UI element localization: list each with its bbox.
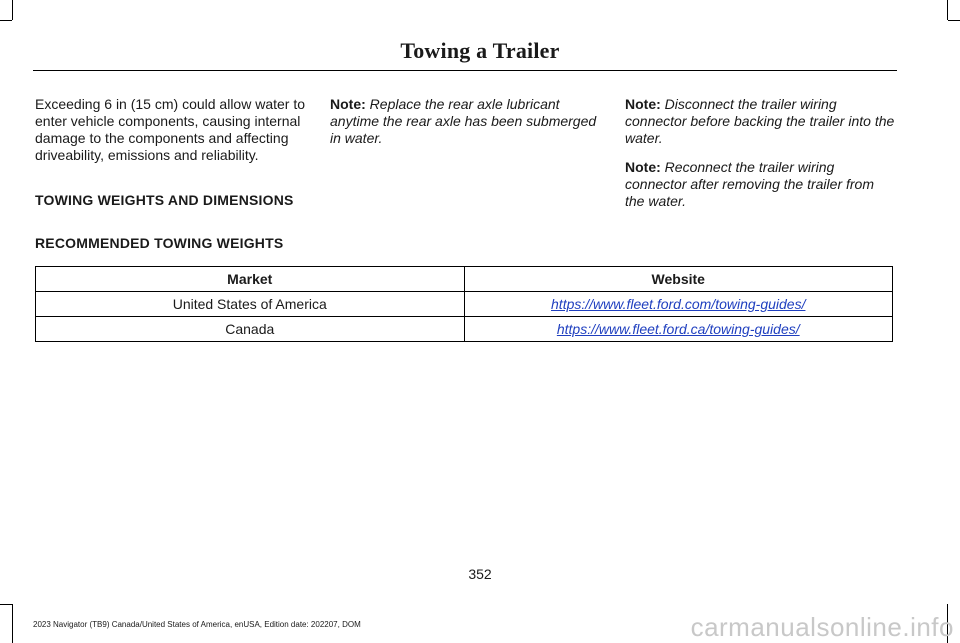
crop-mark-top-right-v	[947, 0, 948, 20]
water-depth-paragraph: Exceeding 6 in (15 cm) could allow water to enter vehicle components, causing internal damage to the components and affecting driveability, emissions and reliability.	[35, 96, 306, 163]
page-number: 352	[468, 566, 492, 582]
table-row	[36, 292, 893, 317]
table-header-row	[36, 267, 893, 292]
note-label: Note:	[625, 96, 661, 112]
market-cell: Canada	[36, 317, 465, 342]
crop-mark-top-left-v	[12, 0, 13, 20]
crop-mark-bottom-left-h	[0, 604, 12, 605]
right-column	[625, 96, 897, 222]
website-cell	[464, 317, 893, 342]
crop-mark-top-right-h	[948, 20, 960, 21]
note-text: Replace the rear axle lubricant anytime the rear axle has been submerged in water.	[330, 96, 597, 146]
crop-mark-top-left-h	[0, 20, 12, 21]
market-cell: United States of America	[36, 292, 465, 317]
note-label: Note:	[330, 96, 366, 112]
middle-column	[330, 96, 602, 159]
disconnect-wiring-note	[625, 96, 897, 147]
website-column-header: Website	[464, 267, 893, 292]
market-column-header: Market	[36, 267, 465, 292]
watermark: carmanualsonline.info	[690, 612, 954, 642]
note-label: Note:	[625, 159, 661, 175]
page-title: Towing a Trailer	[400, 38, 560, 63]
canada-towing-guide-link[interactable]: https://www.fleet.ford.ca/towing-guides/	[556, 321, 800, 337]
towing-weights-table	[35, 266, 893, 342]
edition-footer: 2023 Navigator (TB9) Canada/United States of America, enUSA, Edition date: 202207, DOM	[33, 620, 361, 629]
axle-lubricant-note	[330, 96, 602, 147]
note-text: Reconnect the trailer wiring connector after removing the trailer from the water.	[625, 159, 874, 209]
table-row	[36, 317, 893, 342]
recommended-weights-heading: RECOMMENDED TOWING WEIGHTS	[35, 235, 284, 251]
towing-weights-heading: TOWING WEIGHTS AND DIMENSIONS	[35, 192, 294, 208]
left-column	[35, 96, 307, 176]
reconnect-wiring-note	[625, 159, 897, 210]
usa-towing-guide-link[interactable]: https://www.fleet.ford.com/towing-guides/	[551, 296, 806, 312]
title-rule	[33, 70, 897, 71]
note-text: Disconnect the trailer wiring connector before backing the trailer into the water.	[625, 96, 895, 146]
website-cell	[464, 292, 893, 317]
crop-mark-bottom-left-v	[12, 604, 13, 643]
